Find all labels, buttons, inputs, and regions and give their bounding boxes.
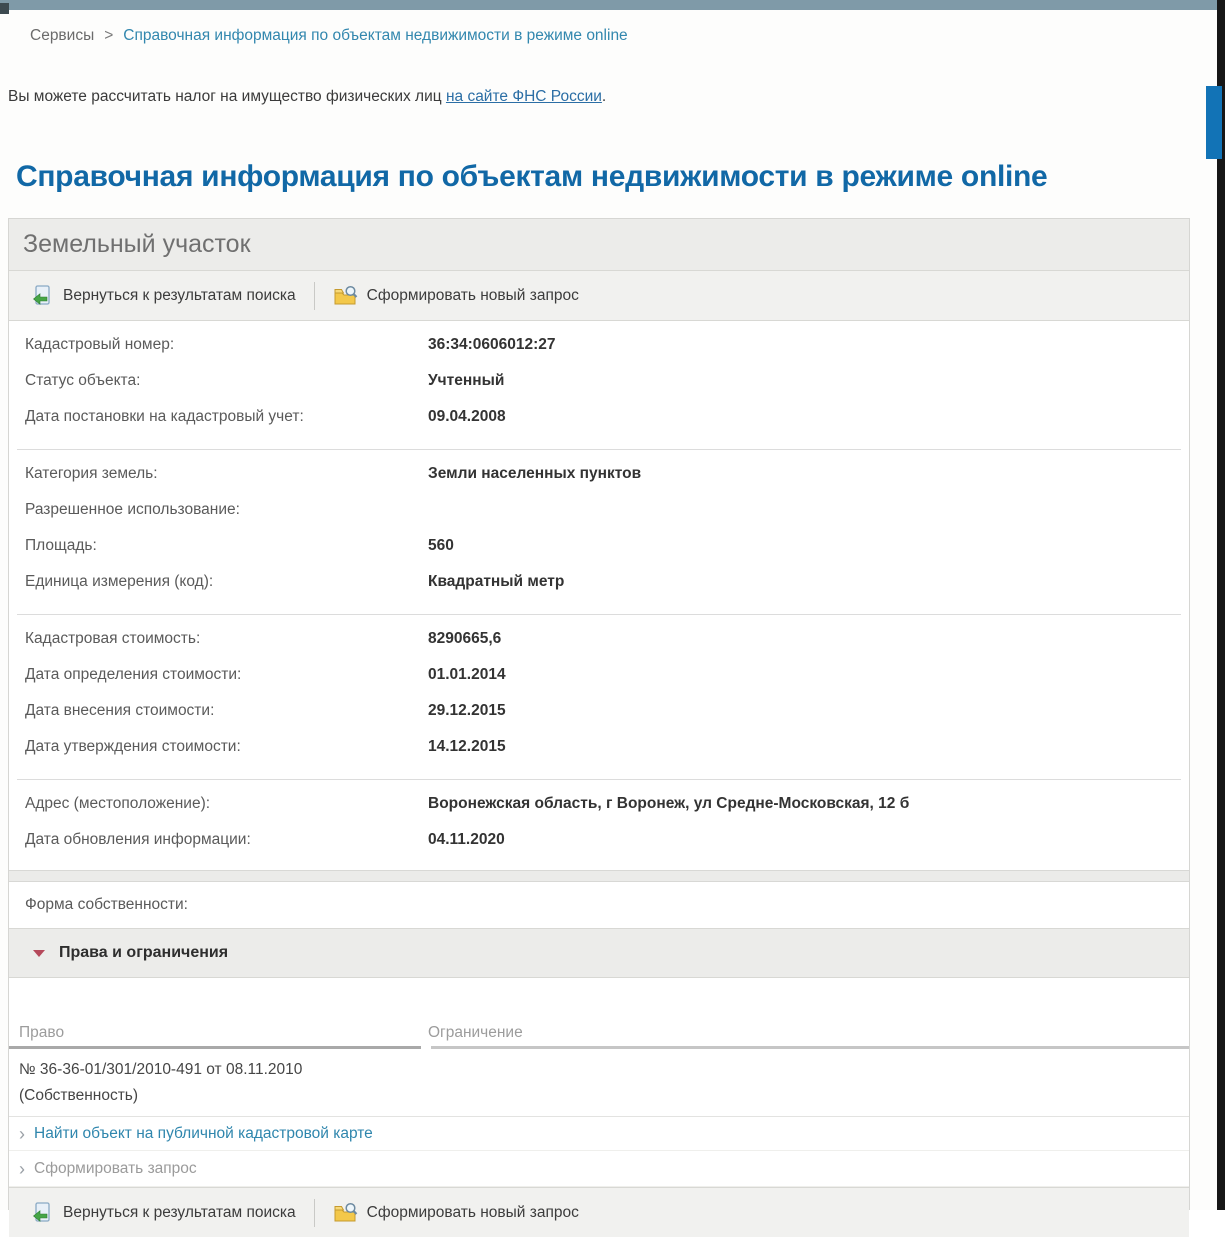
- field-value: 14.12.2015: [428, 738, 506, 755]
- document-back-icon: [31, 1201, 55, 1225]
- back-to-results-label: Вернуться к результатам поиска: [63, 1203, 296, 1221]
- field-row: [17, 657, 1181, 693]
- toolbar-top: [9, 271, 1189, 321]
- ownership-field-row: [9, 882, 1189, 928]
- back-to-results-label: Вернуться к результатам поиска: [63, 286, 296, 304]
- folder-search-icon: [333, 1201, 359, 1225]
- breadcrumb-current-link[interactable]: Справочная информация по объектам недвижимости в режиме online: [123, 27, 628, 44]
- field-group-cadastral: [17, 321, 1181, 450]
- field-label: Дата утверждения стоимости:: [25, 738, 241, 755]
- rights-section-spacer: [9, 978, 1189, 1020]
- field-value: Учтенный: [428, 372, 505, 389]
- document-back-icon: [31, 284, 55, 308]
- object-type-label: Земельный участок: [23, 230, 251, 258]
- object-type-header: [9, 219, 1189, 271]
- field-value: Воронежская область, г Воронеж, ул Средне-Московская, 12 б: [428, 795, 910, 812]
- chevron-right-icon: ›: [19, 1158, 25, 1179]
- field-row: [17, 822, 1181, 858]
- new-request-label: Сформировать новый запрос: [366, 1203, 579, 1221]
- collapse-triangle-icon: [33, 950, 45, 957]
- tax-notice-suffix: .: [601, 88, 607, 105]
- column-header-restriction: Ограничение: [428, 1024, 523, 1041]
- field-row: [17, 456, 1181, 492]
- field-label: Кадастровая стоимость:: [25, 630, 201, 647]
- field-row: [17, 492, 1181, 528]
- field-group-land: [17, 450, 1181, 615]
- folder-search-icon: [333, 284, 359, 308]
- window-edge-strip: [1217, 0, 1225, 1210]
- field-label: Площадь:: [25, 537, 97, 554]
- fns-site-link[interactable]: на сайте ФНС России: [445, 88, 602, 105]
- toolbar-divider: [314, 282, 315, 310]
- field-value: 36:34:0606012:27: [428, 336, 556, 353]
- underline-segment-right: [431, 1046, 1189, 1049]
- field-value: 09.04.2008: [428, 408, 506, 425]
- form-request-label: Сформировать запрос: [34, 1159, 197, 1177]
- page-title: Справочная информация по объектам недвижимости в режиме online: [16, 160, 1048, 193]
- rights-table-row: [9, 1049, 1189, 1117]
- object-info-panel: [8, 218, 1190, 1221]
- back-to-results-button[interactable]: [21, 284, 306, 308]
- field-label: Единица измерения (код):: [25, 573, 214, 590]
- field-group-cost: [17, 615, 1181, 780]
- field-value: 04.11.2020: [428, 831, 505, 848]
- field-value: 29.12.2015: [428, 702, 506, 719]
- field-label: Дата обновления информации:: [25, 831, 251, 848]
- field-row: [17, 564, 1181, 600]
- field-label: Дата определения стоимости:: [25, 666, 242, 683]
- field-label: Категория земель:: [25, 465, 158, 482]
- breadcrumb-services-link[interactable]: Сервисы: [30, 27, 95, 44]
- side-scroll-tab[interactable]: [1206, 86, 1222, 159]
- form-request-link[interactable]: [9, 1151, 1189, 1187]
- field-label: Кадастровый номер:: [25, 336, 175, 353]
- new-request-label: Сформировать новый запрос: [366, 286, 579, 304]
- right-record-number: № 36-36-01/301/2010-491 от 08.11.2010: [19, 1061, 303, 1078]
- field-row: [17, 729, 1181, 765]
- new-request-button[interactable]: [323, 284, 589, 308]
- tax-notice-text: Вы можете рассчитать налог на имущество физических лиц: [8, 88, 446, 105]
- rights-section-title: Права и ограничения: [59, 944, 229, 961]
- field-label: Статус объекта:: [25, 372, 141, 389]
- field-row: [17, 786, 1181, 822]
- tax-notice: [8, 88, 606, 106]
- rights-table-header: [9, 1020, 1189, 1046]
- field-label: Форма собственности:: [25, 896, 188, 913]
- underline-segment-left: [9, 1046, 421, 1049]
- field-row: [17, 363, 1181, 399]
- field-row: [17, 693, 1181, 729]
- top-accent-bar: [0, 0, 1225, 10]
- breadcrumb-separator: >: [104, 27, 114, 44]
- field-label: Разрешенное использование:: [25, 501, 240, 518]
- table-header-underline: [9, 1046, 1189, 1049]
- field-value: 01.01.2014: [428, 666, 506, 683]
- field-label: Дата внесения стоимости:: [25, 702, 215, 719]
- field-row: [17, 399, 1181, 435]
- window-notch: [0, 3, 9, 14]
- find-on-map-label: Найти объект на публичной кадастровой карте: [34, 1124, 373, 1142]
- section-separator-band: [9, 870, 1189, 882]
- field-value: Земли населенных пунктов: [428, 465, 642, 482]
- field-group-address: [17, 780, 1181, 870]
- toolbar-bottom: [9, 1187, 1189, 1237]
- column-header-right: Право: [19, 1024, 65, 1041]
- new-request-button-bottom[interactable]: [323, 1201, 589, 1225]
- toolbar-divider: [314, 1199, 315, 1227]
- back-to-results-button-bottom[interactable]: [21, 1201, 306, 1225]
- field-row: [17, 528, 1181, 564]
- find-on-map-link[interactable]: [9, 1117, 1189, 1151]
- field-value: 560: [428, 537, 454, 554]
- field-value: Квадратный метр: [428, 573, 565, 590]
- field-row: [17, 327, 1181, 363]
- field-label: Дата постановки на кадастровый учет:: [25, 408, 304, 425]
- chevron-right-icon: ›: [19, 1123, 25, 1144]
- underline-gap: [421, 1046, 431, 1049]
- field-row: [17, 621, 1181, 657]
- right-record-type: (Собственность): [19, 1087, 139, 1104]
- rights-section-header[interactable]: [9, 928, 1189, 978]
- field-label: Адрес (местоположение):: [25, 795, 211, 812]
- breadcrumb: [30, 27, 628, 45]
- field-value: 8290665,6: [428, 630, 502, 647]
